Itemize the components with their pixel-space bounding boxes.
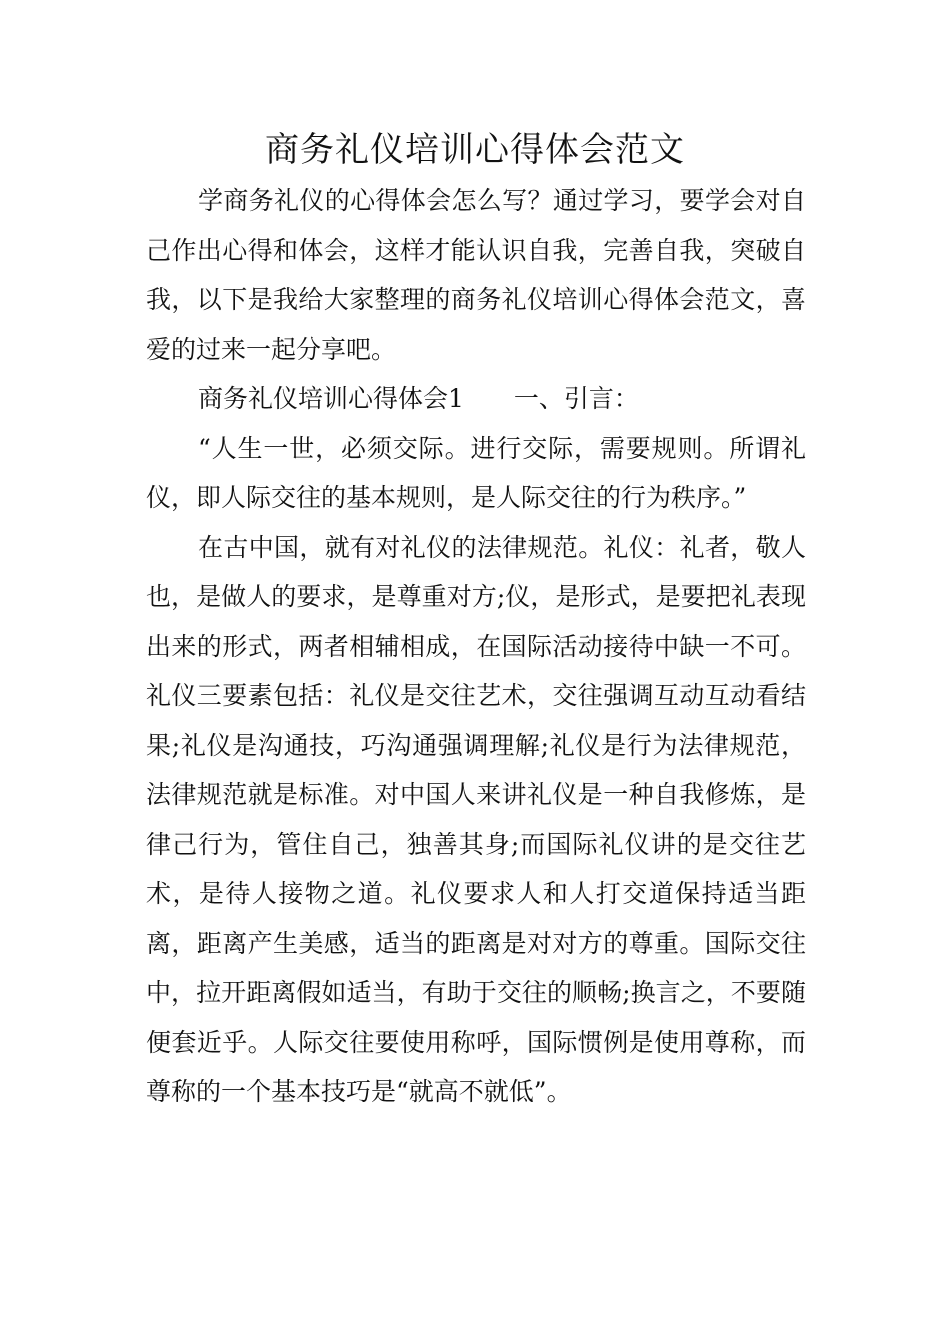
document-title: 商务礼仪培训心得体会范文: [265, 130, 685, 170]
quote-paragraph: “人生一世，必须交际。进行交际，需要规则。所谓礼仪，即人际交往的基本规则，是人际交往的行为秩序。”: [146, 433, 806, 512]
section-heading-line: [146, 374, 806, 424]
body-paragraph: 在古中国，就有对礼仪的法律规范。礼仪：礼者，敬人也，是做人的要求，是尊重对方;仪，是形式，是要把礼表现出来的形式，两者相辅相成，在国际活动接待中缺一不可。礼仪三要素包括：礼仪是交往艺术，交往强调互动互动看结果;礼仪是沟通技，巧沟通强调理解;礼仪是行为法律规范，法律规范就是标准。对中国人来讲礼仪是一种自我修炼，是律己行为，管住自己，独善其身;而国际礼仪讲的是交往艺术，是待人接物之道。礼仪要求人和人打交道保持适当距离，距离产生美感，适当的距离是对对方的尊重。国际交往中，拉开距离假如适当，有助于交往的顺畅;换言之，不要随便套近乎。人际交往要使用称呼，国际惯例是使用尊称，而尊称的一个基本技巧是“就高不就低”。: [146, 532, 806, 1106]
intro-paragraph: 学商务礼仪的心得体会怎么写？通过学习，要学会对自己作出心得和体会，这样才能认识自我，完善自我，突破自我，以下是我给大家整理的商务礼仪培训心得体会范文，喜爱的过来一起分享吧。: [146, 186, 806, 364]
document-body: [146, 176, 806, 1117]
section-heading: 商务礼仪培训心得体会1: [198, 384, 464, 413]
subheading: 一、引言：: [513, 384, 639, 413]
